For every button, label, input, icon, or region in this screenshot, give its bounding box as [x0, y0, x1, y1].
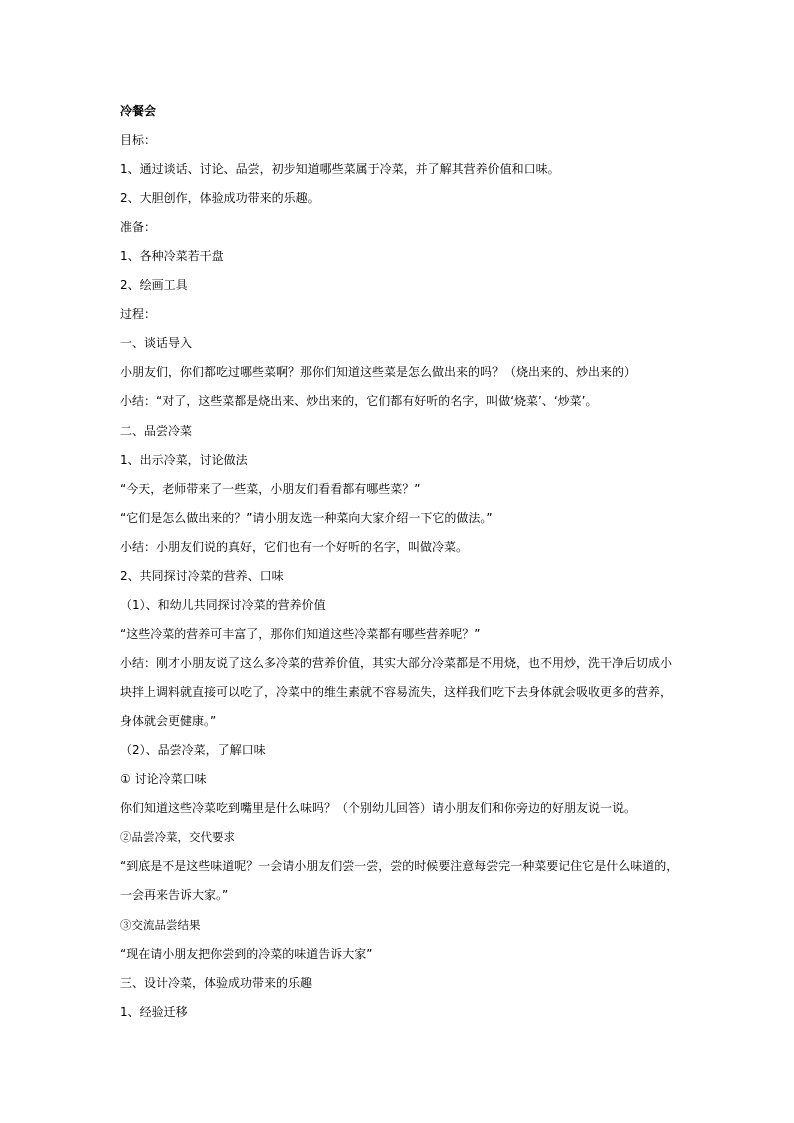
text-line: 你们知道这些冷菜吃到嘴里是什么味吗？（个别幼儿回答）请小朋友们和你旁边的好朋友说一说。	[120, 801, 637, 815]
text-line: ②品尝冷菜，交代要求	[120, 830, 235, 844]
document-title: 冷餐会	[120, 104, 157, 118]
text-line: 三、设计冷菜，体验成功带来的乐趣	[120, 976, 313, 990]
text-line: “这些冷菜的营养可丰富了，那你们知道这些冷菜都有哪些营养呢？”	[120, 627, 481, 641]
text-line: 过程：	[120, 307, 157, 321]
text-line: 小结：“对了，这些菜都是烧出来、炒出来的，它们都有好听的名字，叫做‘烧菜’、‘炒菜’。	[120, 394, 598, 408]
text-line: 目标：	[120, 133, 157, 147]
text-line: 1、经验迁移	[120, 1005, 188, 1019]
text-line: 1、出示冷菜，讨论做法	[120, 453, 248, 467]
text-line: 2、大胆创作，体验成功带来的乐趣。	[120, 191, 320, 205]
text-line: 一会再来告诉大家。”	[120, 888, 229, 902]
text-line: （1）、和幼儿共同探讨冷菜的营养价值	[120, 598, 326, 612]
text-line: 小结：刚才小朋友说了这么多冷菜的营养价值，其实大部分冷菜都是不用烧，也不用炒，洗干净后切成小	[120, 656, 673, 670]
text-line: ① 讨论冷菜口味	[120, 772, 207, 786]
text-line: “现在请小朋友把你尝到的冷菜的味道告诉大家”	[120, 947, 373, 961]
text-line: 2、绘画工具	[120, 278, 188, 292]
text-line: 二、品尝冷菜	[120, 424, 193, 438]
text-line: 2、共同探讨冷菜的营养、口味	[120, 569, 284, 583]
text-line: 身体就会更健康。”	[120, 714, 217, 728]
text-line: “到底是不是这些味道呢？一会请小朋友们尝一尝，尝的时候要注意每尝完一种菜要记住它是什么味道的，	[120, 859, 679, 873]
text-line: （2）、品尝冷菜，了解口味	[120, 743, 266, 757]
text-line: ③交流品尝结果	[120, 918, 201, 932]
text-line: “今天，老师带来了一些菜，小朋友们看看都有哪些菜？”	[120, 482, 421, 496]
text-line: “它们是怎么做出来的？”请小朋友选一种菜向大家介绍一下它的做法。”	[120, 511, 493, 525]
text-line: 小结：小朋友们说的真好，它们也有一个好听的名字，叫做冷菜。	[120, 540, 469, 554]
text-line: 1、通过谈话、讨论、品尝，初步知道哪些菜属于冷菜，并了解其营养价值和口味。	[120, 162, 560, 176]
text-line: 块拌上调料就直接可以吃了，冷菜中的维生素就不容易流失，这样我们吃下去身体就会吸收更多的营养，	[120, 685, 673, 699]
text-line: 小朋友们，你们都吃过哪些菜啊？那你们知道这些菜是怎么做出来的吗？（烧出来的、炒出来的）	[120, 365, 637, 379]
text-line: 准备：	[120, 220, 157, 234]
text-line: 一、谈话导入	[120, 336, 193, 350]
text-line: 1、各种冷菜若干盘	[120, 249, 224, 263]
